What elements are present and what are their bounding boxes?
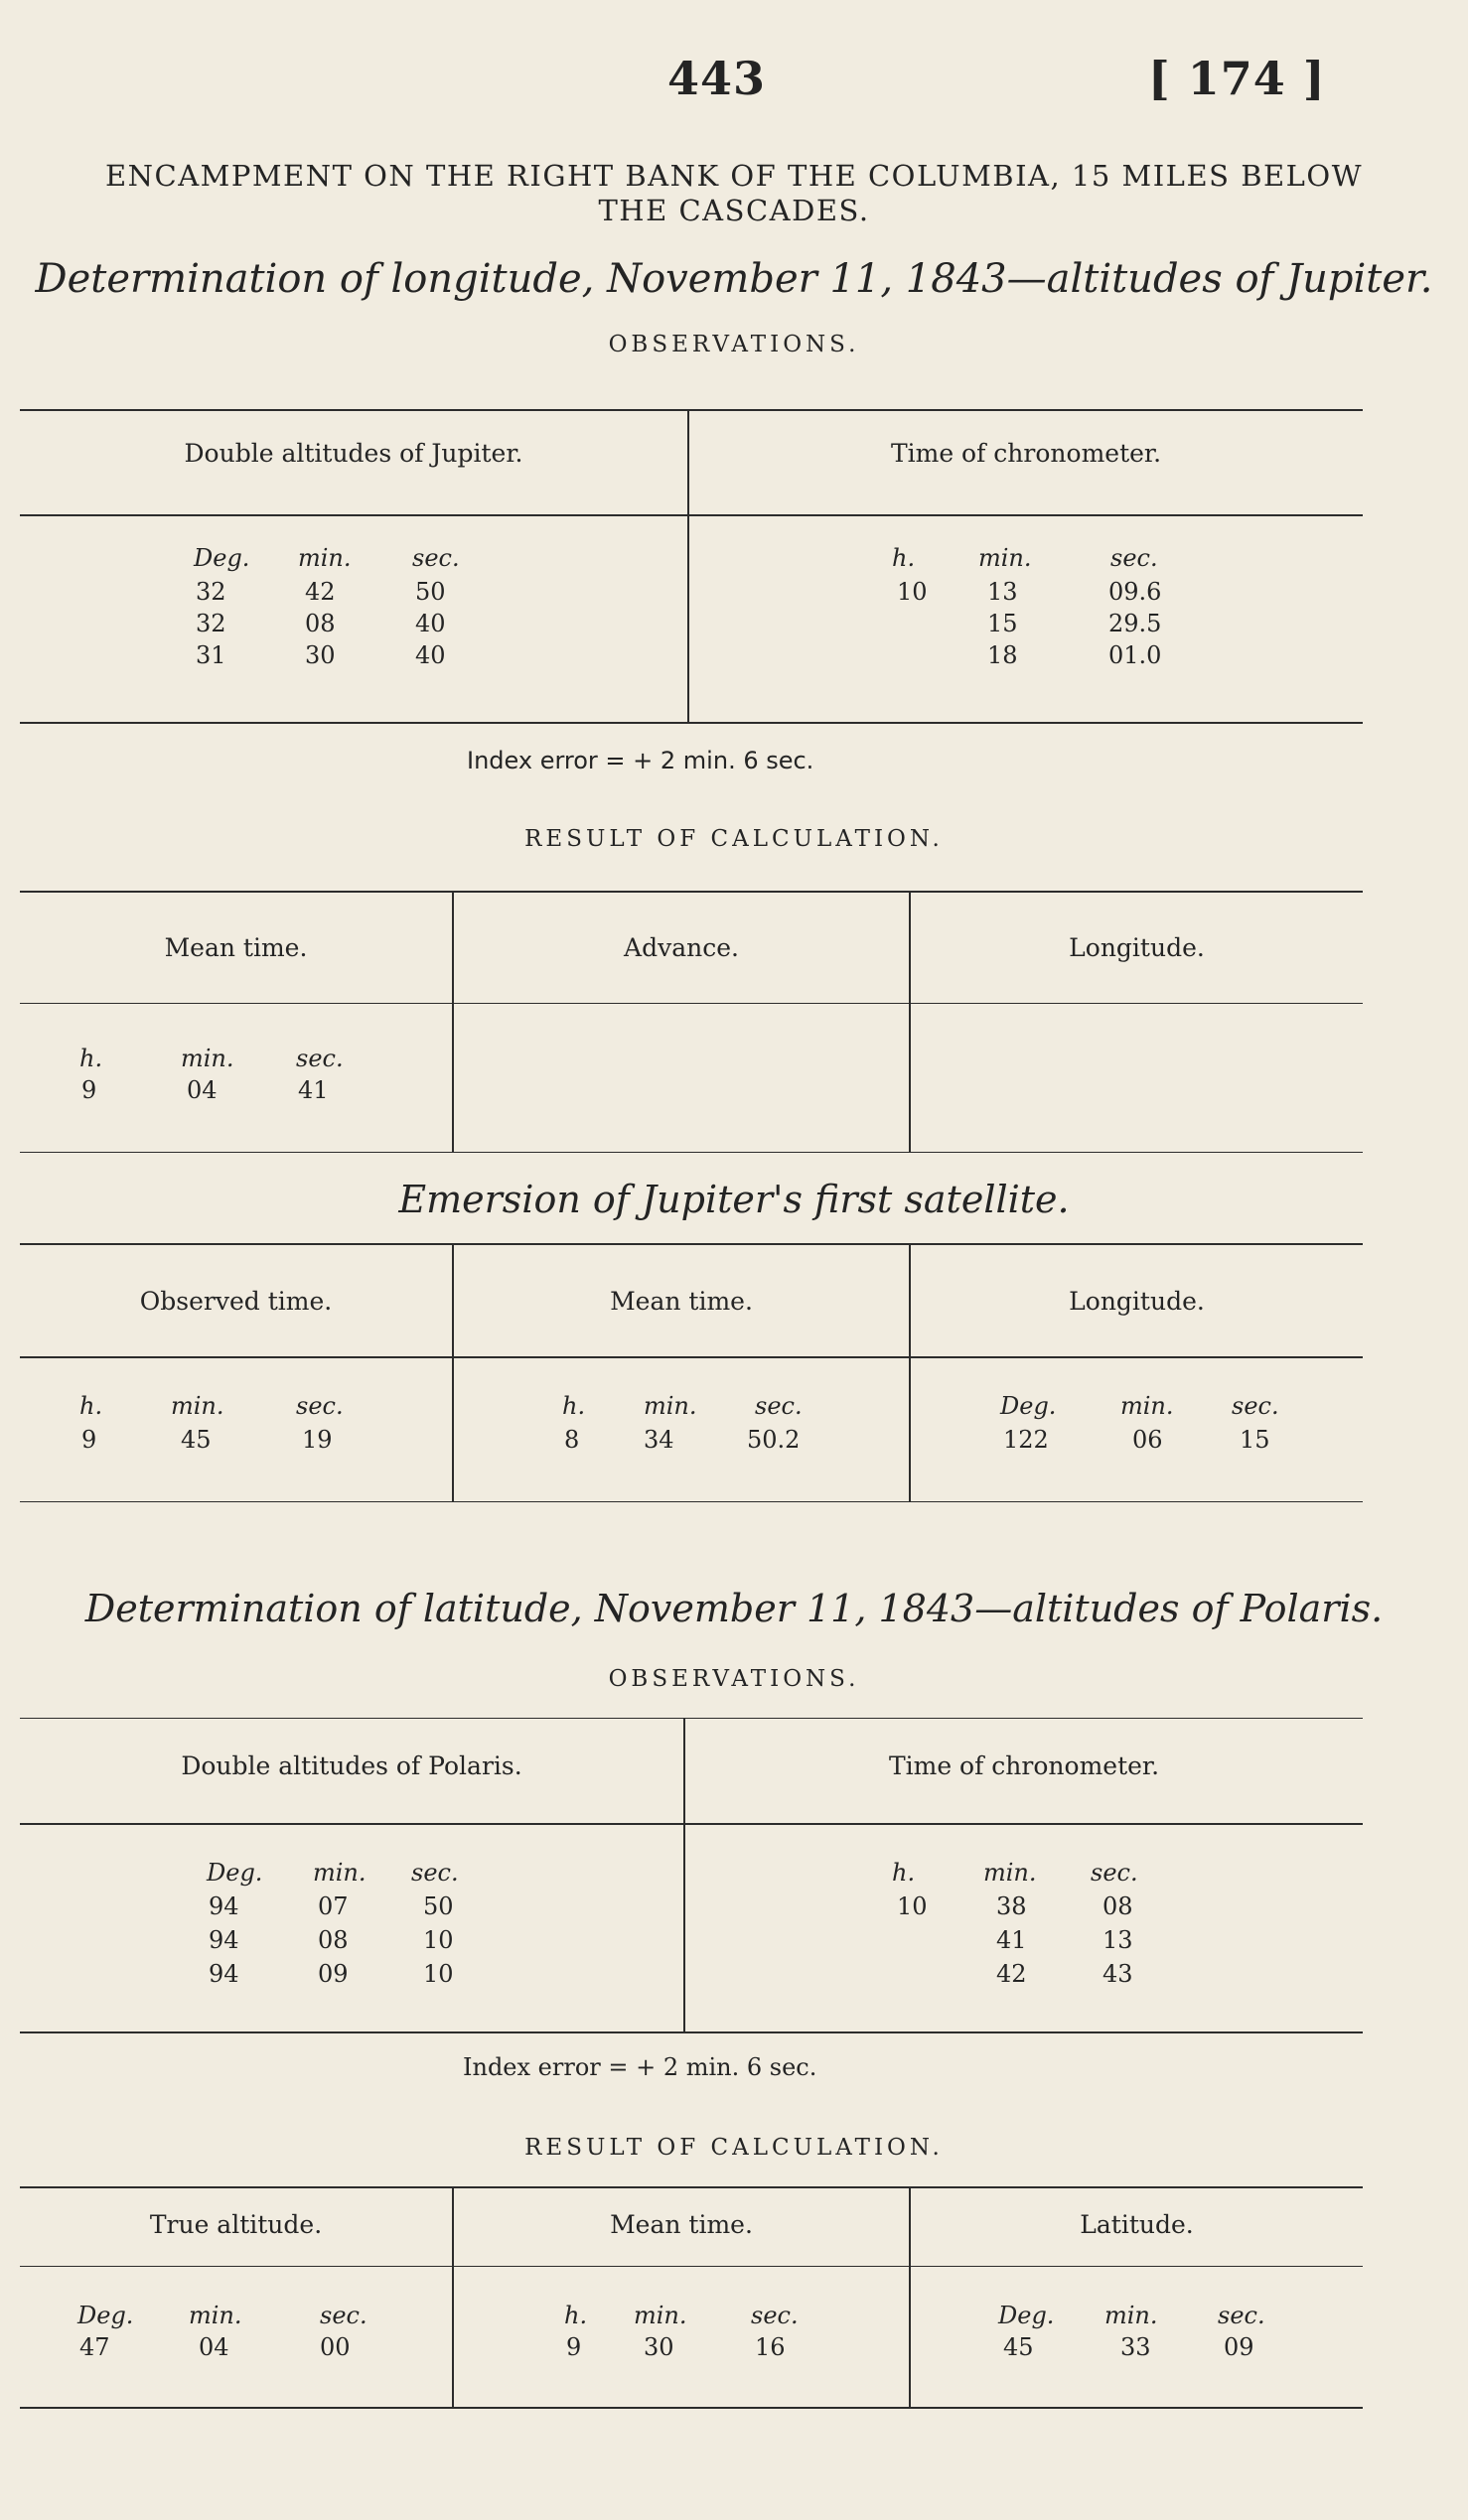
- table-cell: 42: [305, 578, 336, 606]
- unit-sec: sec.: [320, 2302, 367, 2329]
- observations-label-1: OBSERVATIONS.: [608, 332, 860, 357]
- table-cell: 10: [897, 1892, 928, 1920]
- latitude-title: Determination of latitude, November 11, 1843—altitudes of Polaris.: [84, 1587, 1384, 1630]
- unit-sec: sec.: [1110, 544, 1158, 572]
- table-cell: 10: [423, 1926, 454, 1954]
- table-cell: 04: [187, 1076, 218, 1104]
- table-rule: [20, 2186, 1363, 2188]
- index-error-2: Index error = + 2 min. 6 sec.: [463, 2053, 817, 2081]
- table-rule: [20, 891, 1363, 893]
- table-rule: [20, 514, 1363, 516]
- heading-line2: THE CASCADES.: [598, 194, 870, 227]
- table-cell: 16: [755, 2333, 786, 2361]
- col-header-mean-time: Mean time.: [164, 933, 308, 962]
- unit-min: min.: [1120, 1392, 1174, 1420]
- col-header-chronometer: Time of chronometer.: [890, 439, 1162, 468]
- table-cell: 40: [415, 610, 446, 637]
- table-cell: 38: [996, 1892, 1027, 1920]
- table-cell: 122: [1003, 1426, 1049, 1454]
- unit-deg: Deg.: [998, 2302, 1055, 2329]
- column-divider: [909, 1243, 911, 1501]
- table-rule: [20, 2407, 1363, 2409]
- unit-h: h.: [79, 1392, 103, 1420]
- unit-sec: sec.: [755, 1392, 803, 1420]
- unit-min: min.: [298, 544, 352, 572]
- table-cell: 50: [423, 1892, 454, 1920]
- table-cell: 09: [318, 1960, 349, 1988]
- table-cell: 9: [81, 1076, 97, 1104]
- unit-min: min.: [189, 2302, 242, 2329]
- unit-sec: sec.: [751, 2302, 799, 2329]
- unit-min: min.: [171, 1392, 224, 1420]
- table-cell: 50: [415, 578, 446, 606]
- table-cell: 34: [644, 1426, 674, 1454]
- unit-sec: sec.: [1232, 1392, 1279, 1420]
- result-label-1: RESULT OF CALCULATION.: [524, 826, 944, 852]
- table-cell: 04: [199, 2333, 229, 2361]
- table-rule: [20, 722, 1363, 724]
- table-rule: [20, 1501, 1363, 1502]
- col-header-mean-time: Mean time.: [610, 2210, 753, 2239]
- page-number-right: [ 174 ]: [1148, 52, 1326, 105]
- table-cell: 10: [423, 1960, 454, 1988]
- table-cell: 00: [320, 2333, 351, 2361]
- table-cell: 43: [1102, 1960, 1133, 1988]
- col-header-longitude: Longitude.: [1069, 933, 1205, 962]
- col-header-double-altitudes: Double altitudes of Polaris.: [181, 1751, 522, 1780]
- table-rule: [20, 1152, 1363, 1153]
- longitude-title: Determination of longitude, November 11, 1843—altitudes of Jupiter.: [35, 256, 1433, 302]
- table-cell: 19: [302, 1426, 333, 1454]
- table-cell: 01.0: [1108, 641, 1162, 669]
- unit-h: h.: [562, 1392, 586, 1420]
- table-cell: 07: [318, 1892, 349, 1920]
- table-cell: 30: [644, 2333, 674, 2361]
- table-cell: 9: [81, 1426, 97, 1454]
- unit-sec: sec.: [1218, 2302, 1265, 2329]
- table-cell: 47: [79, 2333, 110, 2361]
- table-cell: 45: [181, 1426, 212, 1454]
- emersion-title: Emersion of Jupiter's first satellite.: [398, 1178, 1070, 1221]
- col-header-latitude: Latitude.: [1080, 2210, 1194, 2239]
- unit-deg: Deg.: [1000, 1392, 1057, 1420]
- column-divider: [909, 891, 911, 1152]
- table-cell: 8: [564, 1426, 580, 1454]
- index-error-1: Index error = + 2 min. 6 sec.: [467, 747, 814, 774]
- unit-h: h.: [892, 1859, 916, 1887]
- unit-deg: Deg.: [194, 544, 250, 572]
- table-rule: [20, 1003, 1363, 1004]
- table-cell: 50.2: [747, 1426, 801, 1454]
- col-header-advance: Advance.: [624, 933, 739, 962]
- col-header-mean-time: Mean time.: [610, 1287, 753, 1316]
- table-rule: [20, 2266, 1363, 2267]
- unit-min: min.: [978, 544, 1032, 572]
- col-header-observed-time: Observed time.: [139, 1287, 333, 1316]
- table-cell: 41: [996, 1926, 1027, 1954]
- table-cell: 08: [305, 610, 336, 637]
- unit-sec: sec.: [411, 1859, 459, 1887]
- table-cell: 94: [209, 1960, 239, 1988]
- table-cell: 45: [1003, 2333, 1034, 2361]
- unit-min: min.: [181, 1045, 234, 1072]
- unit-min: min.: [313, 1859, 367, 1887]
- observations-label-2: OBSERVATIONS.: [608, 1666, 860, 1692]
- table-cell: 15: [1240, 1426, 1270, 1454]
- unit-min: min.: [634, 2302, 687, 2329]
- table-cell: 40: [415, 641, 446, 669]
- result-label-2: RESULT OF CALCULATION.: [524, 2135, 944, 2161]
- table-cell: 42: [996, 1960, 1027, 1988]
- table-cell: 09.6: [1108, 578, 1162, 606]
- unit-h: h.: [892, 544, 916, 572]
- table-cell: 94: [209, 1926, 239, 1954]
- table-cell: 30: [305, 641, 336, 669]
- page-number-left: 443: [667, 52, 767, 105]
- table-cell: 13: [987, 578, 1018, 606]
- table-rule: [20, 409, 1363, 411]
- table-cell: 13: [1102, 1926, 1133, 1954]
- table-cell: 29.5: [1108, 610, 1162, 637]
- table-cell: 08: [318, 1926, 349, 1954]
- unit-deg: Deg.: [77, 2302, 134, 2329]
- unit-h: h.: [79, 1045, 103, 1072]
- table-cell: 31: [196, 641, 226, 669]
- unit-sec: sec.: [296, 1392, 344, 1420]
- table-cell: 9: [566, 2333, 582, 2361]
- table-cell: 09: [1224, 2333, 1254, 2361]
- unit-sec: sec.: [1091, 1859, 1138, 1887]
- column-divider: [452, 1243, 454, 1501]
- table-cell: 18: [987, 641, 1018, 669]
- unit-deg: Deg.: [207, 1859, 263, 1887]
- unit-min: min.: [644, 1392, 697, 1420]
- table-cell: 41: [298, 1076, 329, 1104]
- col-header-chronometer: Time of chronometer.: [888, 1751, 1160, 1780]
- table-cell: 32: [196, 578, 226, 606]
- table-cell: 06: [1132, 1426, 1163, 1454]
- unit-h: h.: [564, 2302, 588, 2329]
- unit-min: min.: [983, 1859, 1037, 1887]
- heading-line1: ENCAMPMENT ON THE RIGHT BANK OF THE COLUMBIA, 15 MILES BELOW: [104, 159, 1364, 193]
- table-cell: 10: [897, 578, 928, 606]
- table-rule: [20, 1243, 1363, 1245]
- unit-sec: sec.: [296, 1045, 344, 1072]
- table-rule: [20, 1823, 1363, 1825]
- table-cell: 08: [1102, 1892, 1133, 1920]
- column-divider: [452, 891, 454, 1152]
- table-rule: [20, 2031, 1363, 2033]
- table-rule: [20, 1356, 1363, 1358]
- table-rule: [20, 1718, 1363, 1719]
- unit-min: min.: [1104, 2302, 1158, 2329]
- table-cell: 33: [1120, 2333, 1151, 2361]
- col-header-true-altitude: True altitude.: [149, 2210, 323, 2239]
- col-header-longitude: Longitude.: [1069, 1287, 1205, 1316]
- table-cell: 94: [209, 1892, 239, 1920]
- col-header-double-altitudes: Double altitudes of Jupiter.: [184, 439, 523, 468]
- table-cell: 15: [987, 610, 1018, 637]
- unit-sec: sec.: [412, 544, 460, 572]
- table-cell: 32: [196, 610, 226, 637]
